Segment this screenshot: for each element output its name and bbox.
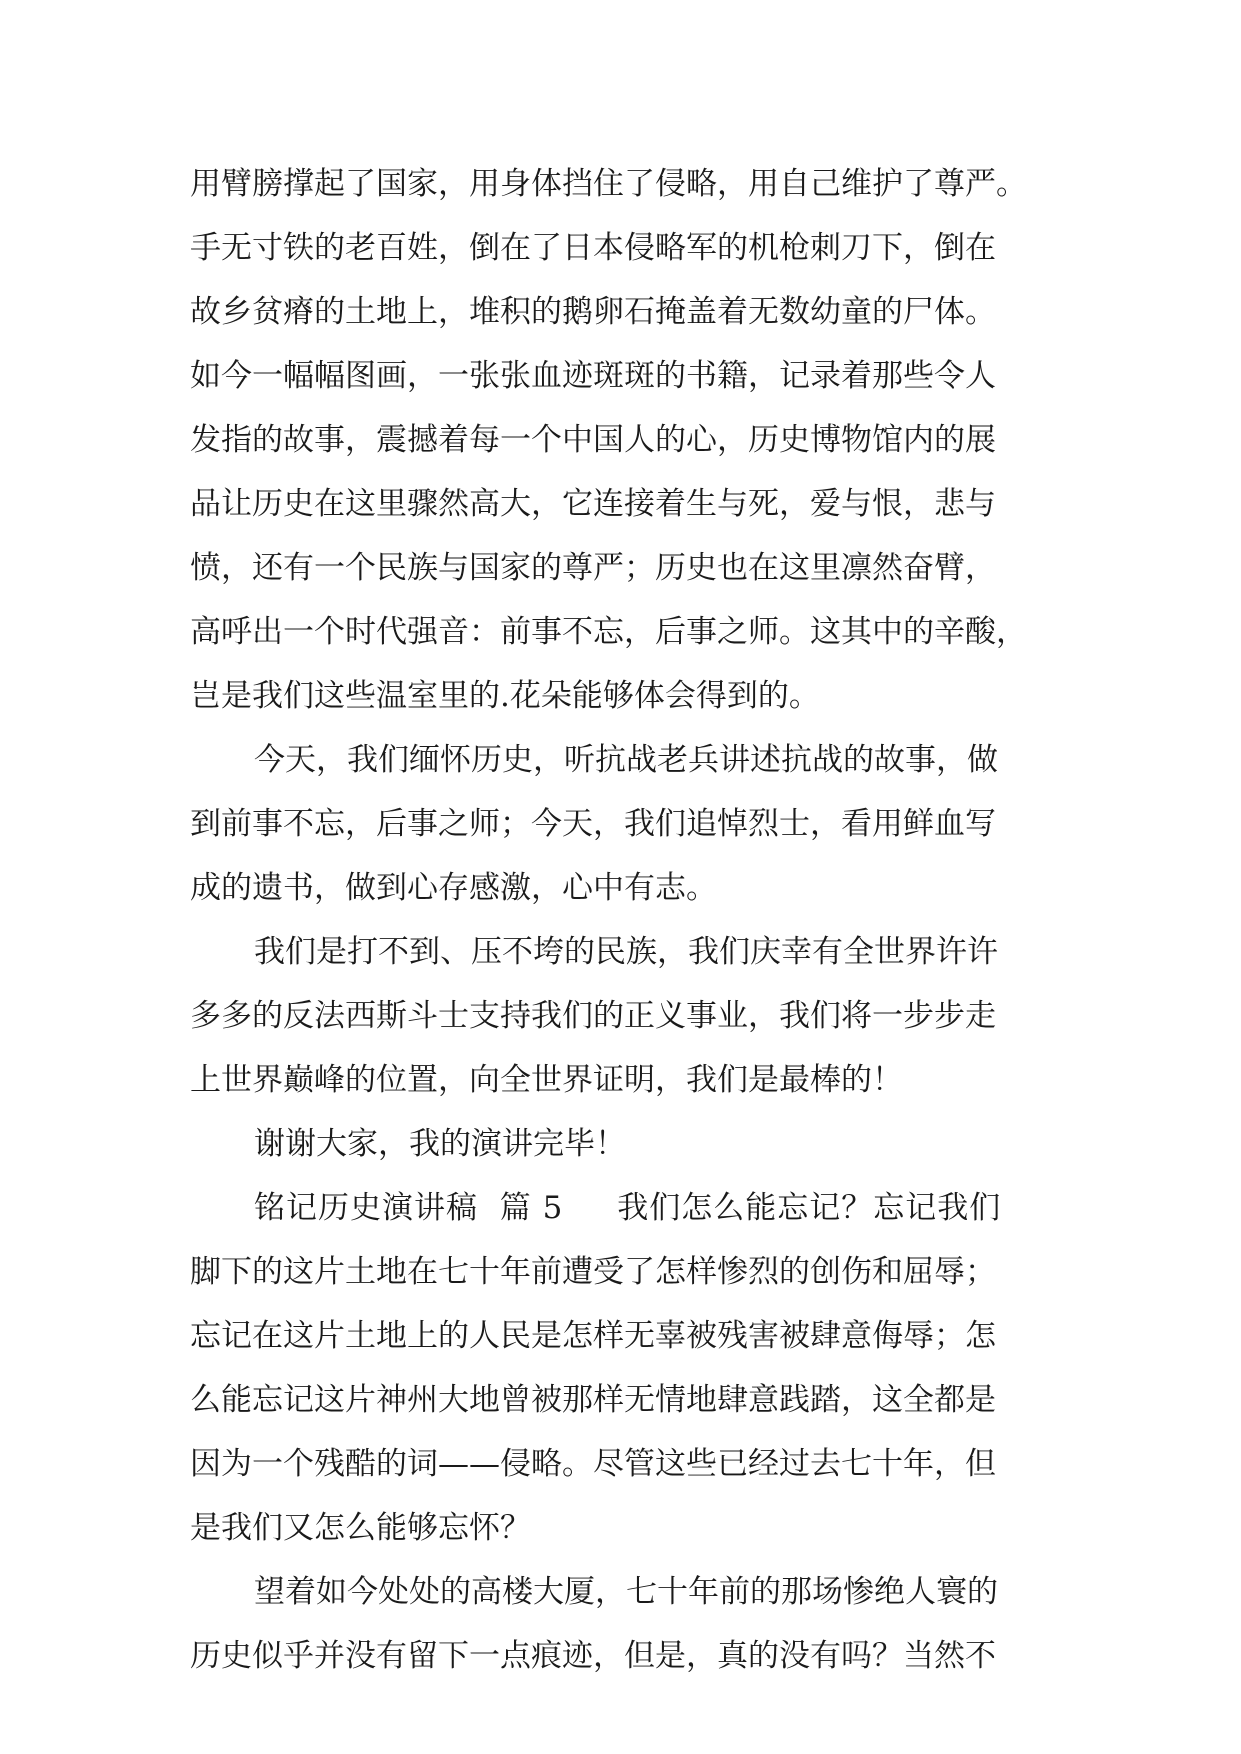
text-line: 是我们又怎么能够忘怀？ (190, 1510, 531, 1546)
section-title: 铭记历史演讲稿 (254, 1190, 478, 1226)
text-line: 手无寸铁的老百姓，倒在了日本侵略军的机枪刺刀下，倒在 (190, 230, 996, 266)
paragraph-start-line: 望着如今处处的高楼大厦，七十年前的那场惨绝人寰的 (254, 1574, 998, 1610)
text-line: 么能忘记这片神州大地曾被那样无情地肆意践踏，这全都是 (190, 1382, 996, 1418)
text-line: 如今一幅幅图画，一张张血迹斑斑的书籍，记录着那些令人 (190, 358, 996, 394)
text-line: 历史似乎并没有留下一点痕迹，但是，真的没有吗？当然不 (190, 1638, 996, 1674)
text-line: 成的遗书，做到心存感激，心中有志。 (190, 870, 717, 906)
section-lead-text: 我们怎么能忘记？忘记我们 (617, 1190, 1002, 1226)
section-heading-line (190, 1176, 1070, 1240)
paragraph-start-line: 今天，我们缅怀历史，听抗战老兵讲述抗战的故事，做 (254, 742, 998, 778)
text-line: 故乡贫瘠的土地上，堆积的鹅卵石掩盖着无数幼童的尸体。 (190, 294, 996, 330)
text-line: 到前事不忘，后事之师；今天，我们追悼烈士，看用鲜血写 (190, 806, 996, 842)
text-line: 多多的反法西斯斗士支持我们的正义事业，我们将一步步走 (190, 998, 996, 1034)
text-line: 上世界巅峰的位置，向全世界证明，我们是最棒的！ (190, 1062, 903, 1098)
paragraph-start-line: 谢谢大家，我的演讲完毕！ (254, 1126, 626, 1162)
section-number: 篇 5 (499, 1190, 564, 1226)
text-line: 高呼出一个时代强音：前事不忘，后事之师。这其中的辛酸， (190, 614, 1027, 650)
text-line: 岂是我们这些温室里的.花朵能够体会得到的。 (190, 678, 820, 714)
text-line: 发指的故事，震撼着每一个中国人的心，历史博物馆内的展 (190, 422, 996, 458)
text-line: 因为一个残酷的词——侵略。尽管这些已经过去七十年，但 (190, 1446, 996, 1482)
text-line: 用臂膀撑起了国家，用身体挡住了侵略，用自己维护了尊严。 (190, 166, 1027, 202)
text-line: 忘记在这片土地上的人民是怎样无辜被残害被肆意侮辱；怎 (190, 1318, 996, 1354)
paragraph-start-line: 我们是打不到、压不垮的民族，我们庆幸有全世界许许 (254, 934, 998, 970)
body-text (190, 152, 1070, 1688)
text-line: 脚下的这片土地在七十年前遭受了怎样惨烈的创伤和屈辱； (190, 1254, 996, 1290)
text-line: 品让历史在这里骤然高大，它连接着生与死，爱与恨，悲与 (190, 486, 996, 522)
text-line: 愤，还有一个民族与国家的尊严；历史也在这里凛然奋臂， (190, 550, 996, 586)
